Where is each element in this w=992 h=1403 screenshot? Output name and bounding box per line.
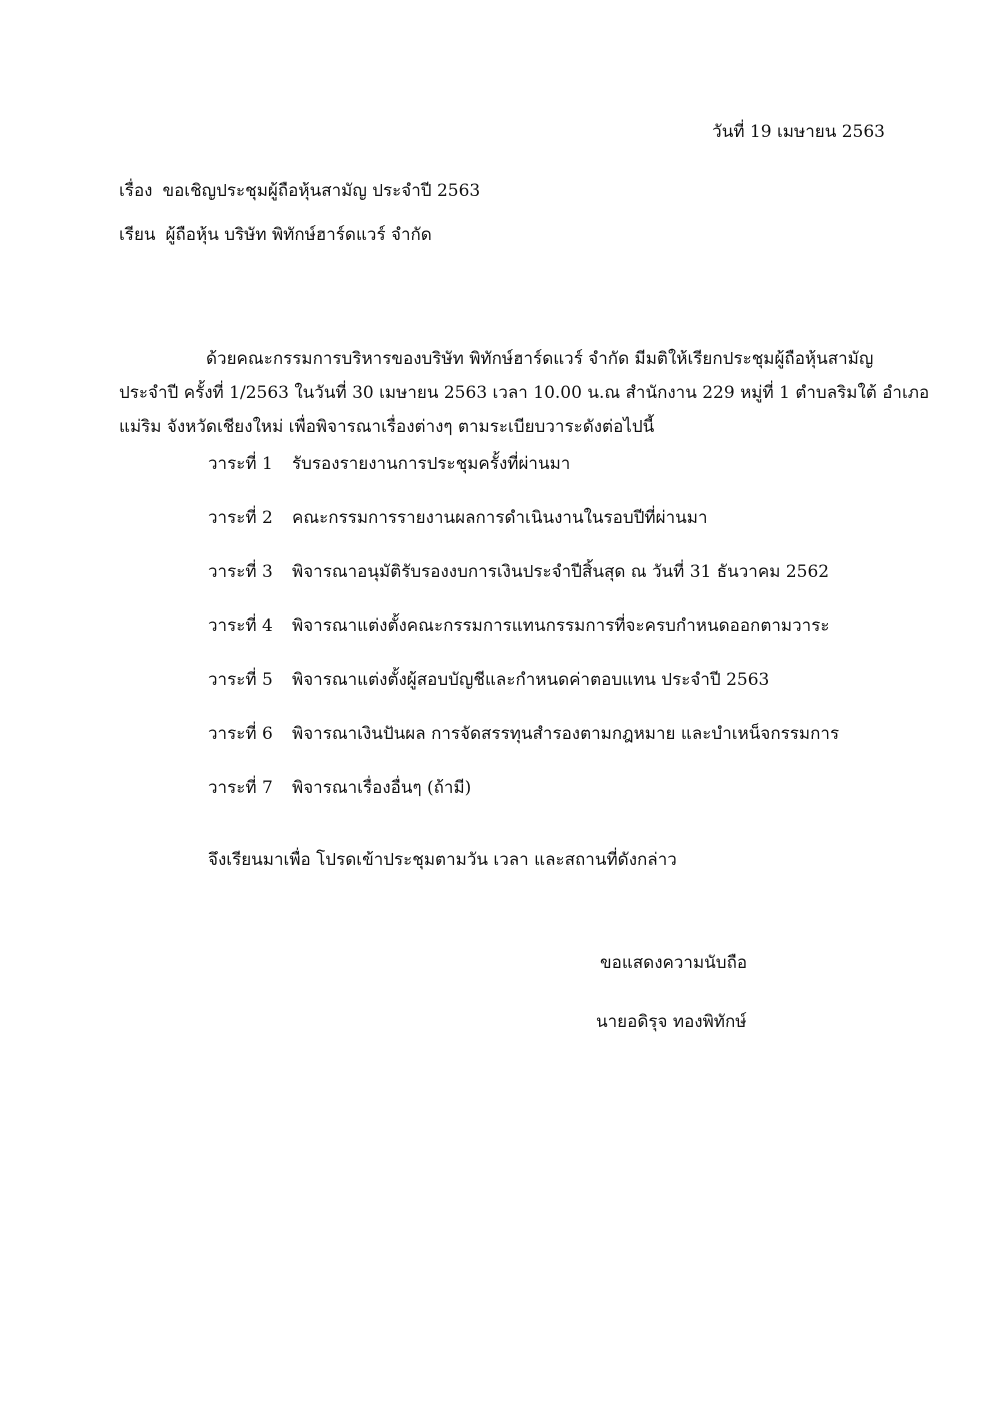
body-line: ประจำปี ครั้งที่ 1/2563 ในวันที่ 30 เมษายน 2563 เวลา 10.00 น.ณ สำนักงาน 229 หมู่ที่ 1 ตำบลริมใต้ อำเภอ — [119, 383, 930, 403]
agenda-text: พิจารณาเรื่องอื่นๆ (ถ้ามี) — [292, 778, 472, 798]
agenda-item — [208, 456, 888, 510]
agenda-text: พิจารณาอนุมัติรับรองงบการเงินประจำปีสิ้นสุด ณ วันที่ 31 ธันวาคม 2562 — [292, 562, 830, 582]
agenda-item — [208, 672, 888, 726]
agenda-text: คณะกรรมการรายงานผลการดำเนินงานในรอบปีที่ผ่านมา — [292, 508, 708, 528]
agenda-number: วาระที่ 2 — [208, 508, 273, 528]
signer-name: นายอดิรุจ ทองพิทักษ์ — [596, 1012, 747, 1032]
agenda-text: พิจารณาแต่งตั้งคณะกรรมการแทนกรรมการที่จะครบกำหนดออกตามวาระ — [292, 616, 830, 636]
agenda-text: รับรองรายงานการประชุมครั้งที่ผ่านมา — [292, 454, 571, 474]
letter-date: วันที่ 19 เมษายน 2563 — [712, 122, 885, 142]
recipient-line — [119, 227, 432, 244]
body-line: ด้วยคณะกรรมการบริหารของบริษัท พิทักษ์ฮาร์ดแวร์ จำกัด มีมติให้เรียกประชุมผู้ถือหุ้นสามัญ — [206, 349, 874, 369]
agenda-item — [208, 780, 888, 834]
subject-line — [119, 183, 480, 200]
agenda-number: วาระที่ 7 — [208, 778, 273, 798]
recipient-label: เรียน — [119, 225, 156, 245]
subject-text: ขอเชิญประชุมผู้ถือหุ้นสามัญ ประจำปี 2563 — [162, 181, 481, 201]
agenda-item — [208, 564, 888, 618]
agenda-text: พิจารณาเงินปันผล การจัดสรรทุนสำรองตามกฎหมาย และบำเหน็จกรรมการ — [292, 724, 840, 744]
agenda-list — [208, 456, 888, 834]
agenda-item — [208, 618, 888, 672]
regards-line: ขอแสดงความนับถือ — [600, 953, 748, 973]
subject-label: เรื่อง — [119, 181, 153, 201]
body-line: แม่ริม จังหวัดเชียงใหม่ เพื่อพิจารณาเรื่องต่างๆ ตามระเบียบวาระดังต่อไปนี้ — [119, 417, 655, 437]
agenda-item — [208, 726, 888, 780]
agenda-number: วาระที่ 6 — [208, 724, 273, 744]
agenda-number: วาระที่ 4 — [208, 616, 273, 636]
body-paragraph — [119, 342, 930, 444]
agenda-number: วาระที่ 3 — [208, 562, 273, 582]
agenda-item — [208, 510, 888, 564]
closing-line: จึงเรียนมาเพื่อ โปรดเข้าประชุมตามวัน เวลา และสถานที่ดังกล่าว — [208, 850, 677, 870]
recipient-text: ผู้ถือหุ้น บริษัท พิทักษ์ฮาร์ดแวร์ จำกัด — [165, 225, 432, 245]
agenda-text: พิจารณาแต่งตั้งผู้สอบบัญชีและกำหนดค่าตอบแทน ประจำปี 2563 — [292, 670, 770, 690]
agenda-number: วาระที่ 5 — [208, 670, 273, 690]
agenda-number: วาระที่ 1 — [208, 454, 273, 474]
